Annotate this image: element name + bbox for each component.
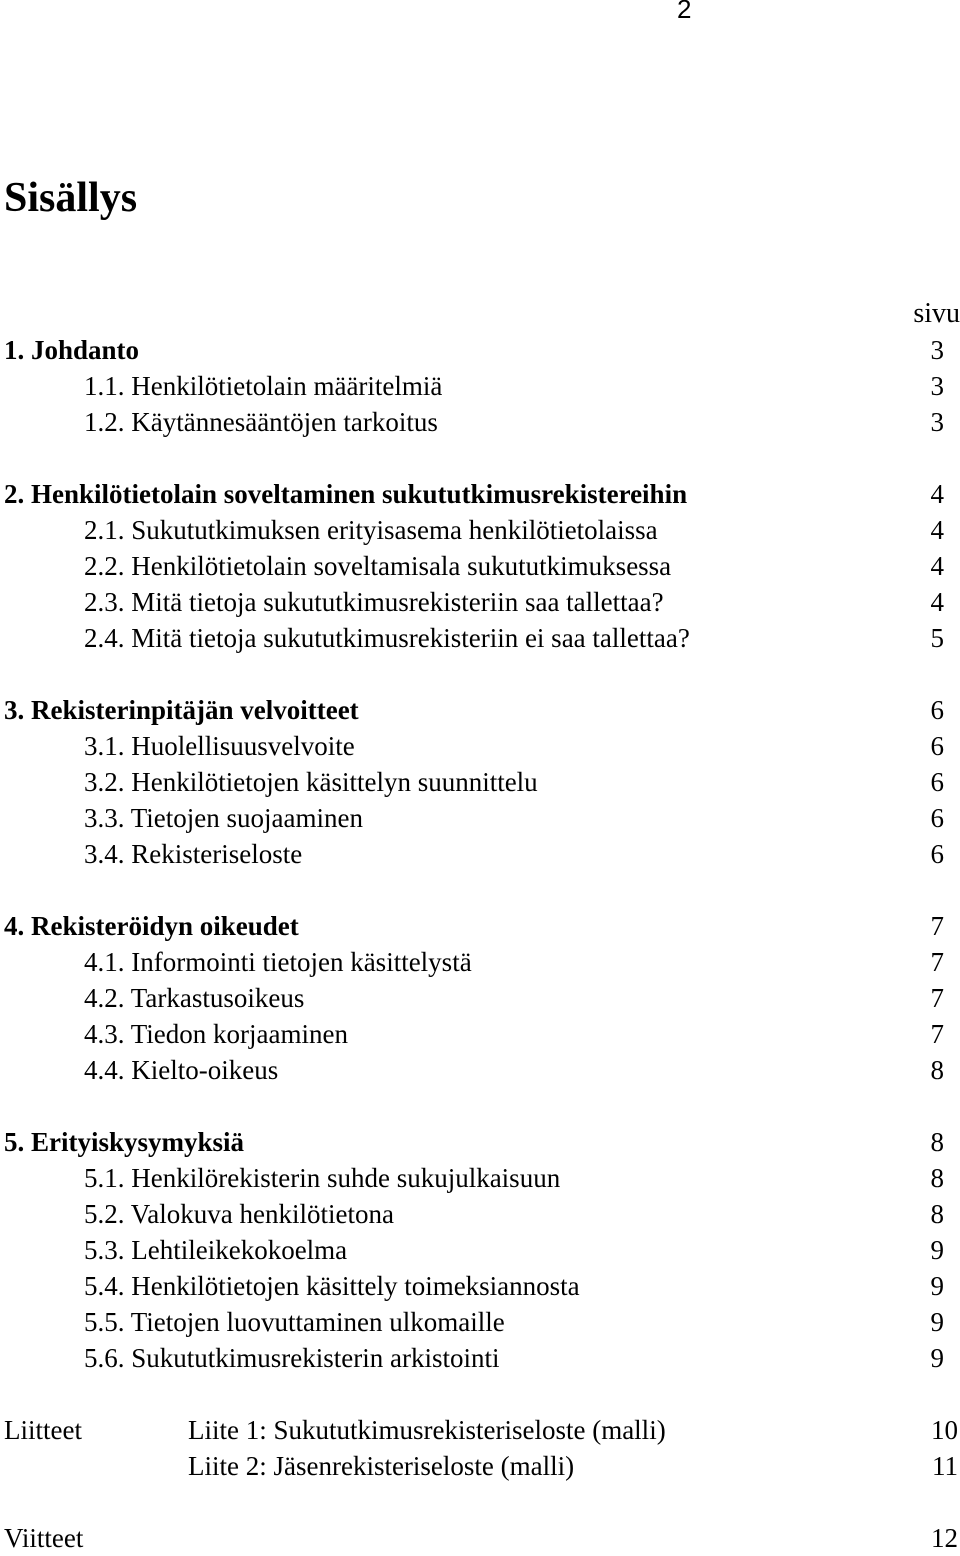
toc-entry-label: 1. Johdanto: [4, 335, 140, 365]
toc-subsection-row[interactable]: [0, 1268, 944, 1304]
references-page: 12: [931, 1523, 958, 1553]
toc-entry-label: 2.4. Mitä tietoja sukututkimusrekisteriin ei saa tallettaa?: [84, 623, 690, 653]
attachment-label: Liite 1: Sukututkimusrekisteriseloste (malli): [188, 1415, 666, 1445]
toc-subsection-row[interactable]: [0, 512, 944, 548]
toc-entry-label: 5.5. Tietojen luovuttaminen ulkomaille: [84, 1307, 505, 1337]
toc-subsection-row[interactable]: [0, 1160, 944, 1196]
references-label: Viitteet: [4, 1523, 84, 1553]
toc-entry-label: 2.1. Sukututkimuksen erityisasema henkilötietolaissa: [84, 515, 658, 545]
toc-entry-label: 1.1. Henkilötietolain määritelmiä: [84, 371, 443, 401]
attachment-page: 11: [932, 1451, 958, 1481]
toc-subsection-row[interactable]: [0, 980, 944, 1016]
toc-subsection-row[interactable]: [0, 548, 944, 584]
toc-entry-page: 7: [930, 983, 944, 1013]
toc-entry-page: 4: [930, 479, 944, 509]
toc-subsection-row[interactable]: [0, 1052, 944, 1088]
toc-entry-page: 4: [930, 515, 944, 545]
toc-entry-page: 3: [930, 371, 944, 401]
toc-entry-page: 7: [930, 1019, 944, 1049]
page-column-label: sivu: [913, 298, 960, 329]
toc-entry-page: 3: [930, 407, 944, 437]
toc-entry-page: 8: [930, 1055, 944, 1085]
toc-entry-page: 9: [930, 1235, 944, 1265]
toc-entry-page: 3: [930, 335, 944, 365]
toc-entry-page: 6: [930, 803, 944, 833]
attachment-label: Liite 2: Jäsenrekisteriseloste (malli): [188, 1451, 575, 1481]
toc-section-row[interactable]: [0, 332, 944, 368]
toc-subsection-row[interactable]: [0, 1196, 944, 1232]
toc-subsection-row[interactable]: [0, 1340, 944, 1376]
toc-entry-label: 5.1. Henkilörekisterin suhde sukujulkaisuun: [84, 1163, 561, 1193]
toc-entry-page: 4: [930, 551, 944, 581]
toc-entry-page: 6: [930, 767, 944, 797]
attachment-row-2[interactable]: [0, 1448, 958, 1484]
toc-entry-page: 6: [930, 839, 944, 869]
toc-entry-label: 2.3. Mitä tietoja sukututkimusrekisteriin saa tallettaa?: [84, 587, 664, 617]
toc-subsection-row[interactable]: [0, 728, 944, 764]
toc-entry-page: 8: [930, 1199, 944, 1229]
toc-entry-page: 8: [930, 1127, 944, 1157]
toc-entry-label: 5.4. Henkilötietojen käsittely toimeksiannosta: [84, 1271, 580, 1301]
toc-entry-page: 7: [930, 911, 944, 941]
toc-section-row[interactable]: [0, 1124, 944, 1160]
toc-entry-label: 4.4. Kielto-oikeus: [84, 1055, 279, 1085]
toc-entry-label: 2. Henkilötietolain soveltaminen sukututkimusrekistereihin: [4, 479, 688, 509]
references-row[interactable]: [0, 1520, 958, 1556]
toc-entry-label: 1.2. Käytännesääntöjen tarkoitus: [84, 407, 438, 437]
toc-subsection-row[interactable]: [0, 764, 944, 800]
toc-entry-page: 9: [930, 1343, 944, 1373]
toc-section-row[interactable]: [0, 476, 944, 512]
toc-subsection-row[interactable]: [0, 944, 944, 980]
toc-subsection-row[interactable]: [0, 584, 944, 620]
toc-entry-label: 3. Rekisterinpitäjän velvoitteet: [4, 695, 359, 725]
toc-entry-label: 3.4. Rekisteriseloste: [84, 839, 303, 869]
toc-entry-page: 6: [930, 731, 944, 761]
attachments-heading: Liitteet: [4, 1415, 82, 1445]
toc-entry-page: 7: [930, 947, 944, 977]
toc-subsection-row[interactable]: [0, 1016, 944, 1052]
toc-entry-label: 5. Erityiskysymyksiä: [4, 1127, 245, 1157]
toc-subsection-row[interactable]: [0, 404, 944, 440]
toc-subsection-row[interactable]: [0, 368, 944, 404]
toc-entry-page: 6: [930, 695, 944, 725]
toc-entry-label: 5.3. Lehtileikekokoelma: [84, 1235, 348, 1265]
toc-entry-label: 3.1. Huolellisuusvelvoite: [84, 731, 355, 761]
toc-subsection-row[interactable]: [0, 1304, 944, 1340]
toc-entry-page: 5: [930, 623, 944, 653]
toc-section-row[interactable]: [0, 908, 944, 944]
toc-entry-label: 3.3. Tietojen suojaaminen: [84, 803, 363, 833]
toc-entry-page: 4: [930, 587, 944, 617]
toc-entry-page: 8: [930, 1163, 944, 1193]
attachment-page: 10: [931, 1415, 958, 1445]
toc-subsection-row[interactable]: [0, 836, 944, 872]
toc-entry-label: 4. Rekisteröidyn oikeudet: [4, 911, 299, 941]
toc-entry-label: 2.2. Henkilötietolain soveltamisala sukututkimuksessa: [84, 551, 672, 581]
toc-subsection-row[interactable]: [0, 800, 944, 836]
toc-entry-page: 9: [930, 1307, 944, 1337]
toc-entry-label: 4.1. Informointi tietojen käsittelystä: [84, 947, 472, 977]
header-page-number: 2: [677, 0, 692, 24]
toc-entry-label: 3.2. Henkilötietojen käsittelyn suunnittelu: [84, 767, 538, 797]
toc-subsection-row[interactable]: [0, 620, 944, 656]
toc-entry-page: 9: [930, 1271, 944, 1301]
toc-section-row[interactable]: [0, 692, 944, 728]
toc-entry-label: 5.2. Valokuva henkilötietona: [84, 1199, 394, 1229]
toc-entry-label: 4.3. Tiedon korjaaminen: [84, 1019, 348, 1049]
page-title: Sisällys: [4, 175, 138, 221]
attachment-row-1[interactable]: [0, 1412, 958, 1448]
toc-entry-label: 4.2. Tarkastusoikeus: [84, 983, 305, 1013]
toc-subsection-row[interactable]: [0, 1232, 944, 1268]
toc-entry-label: 5.6. Sukututkimusrekisterin arkistointi: [84, 1343, 500, 1373]
